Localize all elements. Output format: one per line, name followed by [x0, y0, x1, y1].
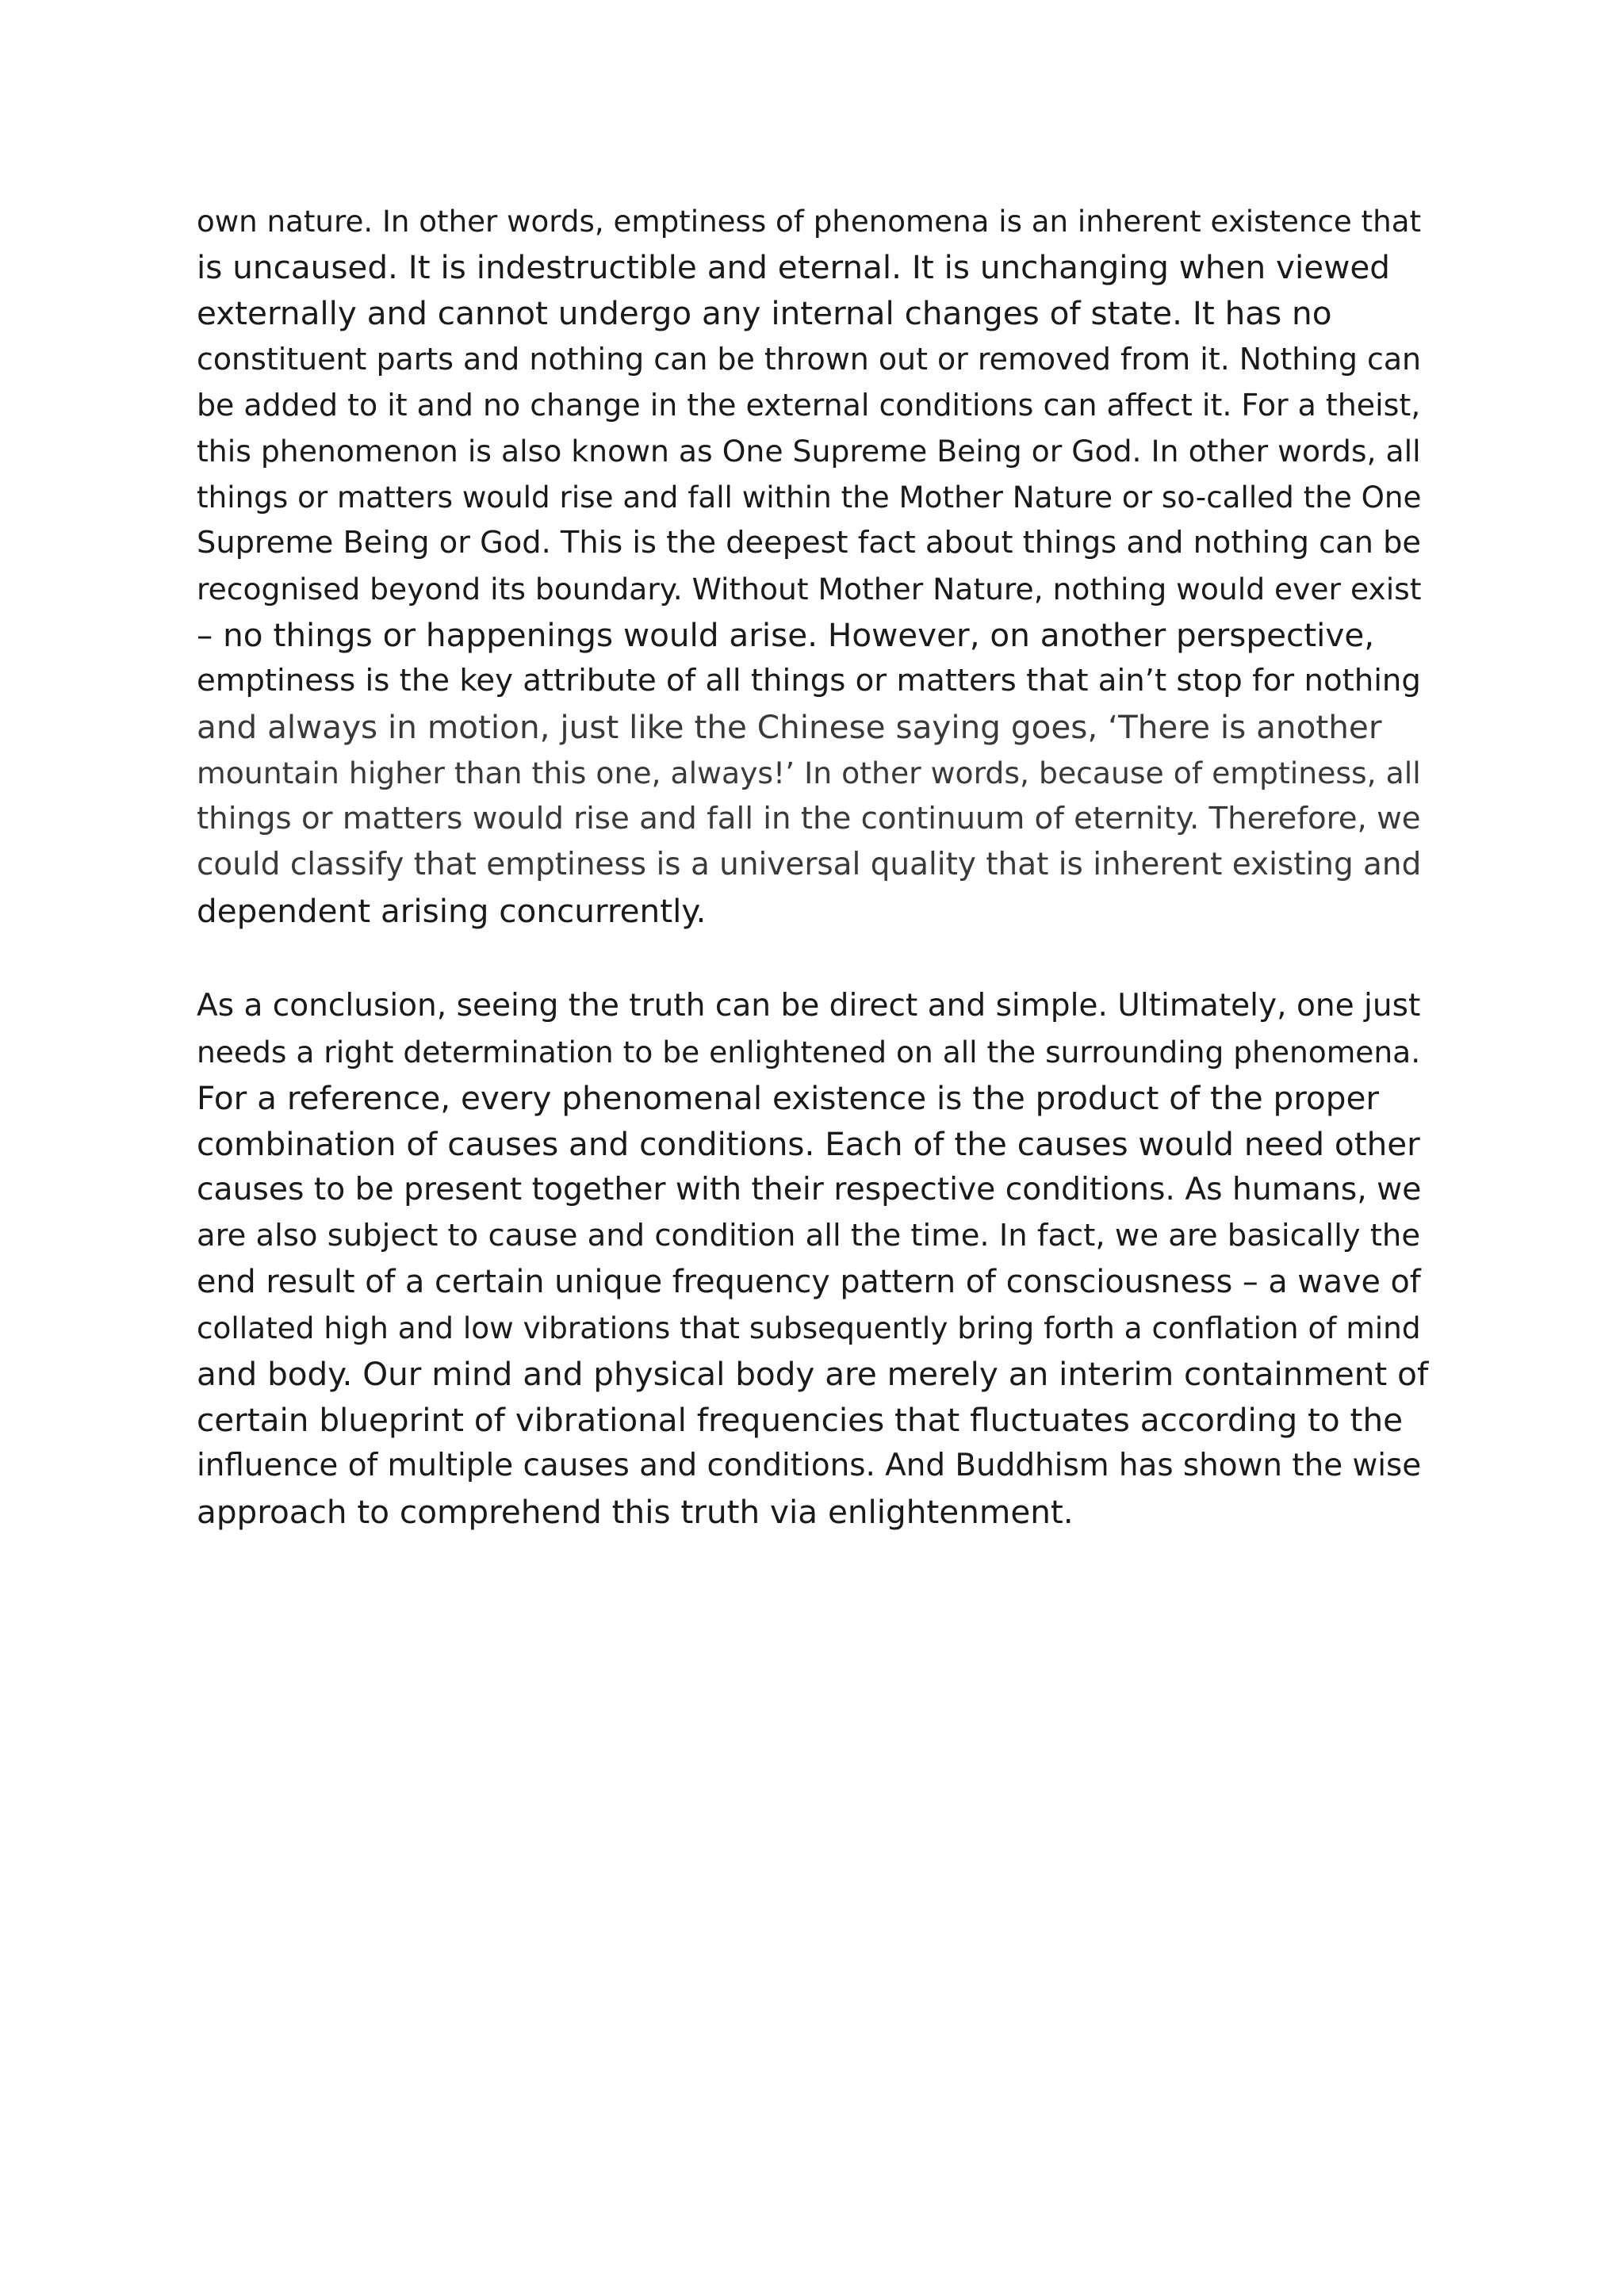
- text-line: recognised beyond its boundary. Without Mother Nature, nothing would ever exist: [197, 572, 1422, 607]
- text-line: approach to comprehend this truth via enlightenment.: [197, 1493, 1074, 1531]
- paragraph-conclusion: [197, 983, 1434, 1535]
- text-line: own nature. In other words, emptiness of phenomena is an inherent existence that: [197, 204, 1422, 239]
- text-line: constituent parts and nothing can be thrown out or removed from it. Nothing can: [197, 342, 1422, 377]
- text-line: As a conclusion, seeing the truth can be direct and simple. Ultimately, one just: [197, 988, 1421, 1024]
- text-line: things or matters would rise and fall within the Mother Nature or so-called the One: [197, 480, 1422, 515]
- text-line: be added to it and no change in the external conditions can affect it. For a theist,: [197, 388, 1421, 423]
- text-line: this phenomenon is also known as One Supreme Being or God. In other words, all: [197, 434, 1421, 469]
- text-line: could classify that emptiness is a universal quality that is inherent existing and: [197, 847, 1422, 882]
- text-line: emptiness is the key attribute of all things or matters that ain’t stop for nothing: [197, 663, 1421, 698]
- text-line: causes to be present together with their respective conditions. As humans, we: [197, 1172, 1422, 1207]
- text-line: certain blueprint of vibrational frequencies that fluctuates according to the: [197, 1401, 1404, 1439]
- text-line: and body. Our mind and physical body are merely an interim containment of: [197, 1355, 1429, 1393]
- text-line: collated high and low vibrations that subsequently bring forth a conflation of mind: [197, 1311, 1421, 1345]
- text-line: is uncaused. It is indestructible and eternal. It is unchanging when viewed: [197, 248, 1390, 286]
- text-line: needs a right determination to be enlightened on all the surrounding phenomena.: [197, 1035, 1421, 1070]
- text-line: are also subject to cause and condition all the time. In fact, we are basically the: [197, 1218, 1421, 1253]
- paragraph-emptiness: [197, 198, 1434, 934]
- text-line: externally and cannot undergo any internal changes of state. It has no: [197, 294, 1332, 332]
- text-line: mountain higher than this one, always!’ In other words, because of emptiness, all: [197, 756, 1421, 790]
- text-line: combination of causes and conditions. Each of the causes would need other: [197, 1125, 1420, 1163]
- text-line: end result of a certain unique frequency pattern of consciousness – a wave of: [197, 1264, 1421, 1300]
- text-line: and always in motion, just like the Chinese saying goes, ‘There is another: [197, 708, 1382, 746]
- text-line: – no things or happenings would arise. However, on another perspective,: [197, 616, 1375, 654]
- text-line: influence of multiple causes and conditions. And Buddhism has shown the wise: [197, 1448, 1422, 1483]
- text-line: things or matters would rise and fall in the continuum of eternity. Therefore, we: [197, 801, 1421, 836]
- text-line: For a reference, every phenomenal existence is the product of the proper: [197, 1079, 1380, 1117]
- text-line: Supreme Being or God. This is the deepest fact about things and nothing can be: [197, 525, 1421, 561]
- text-line: dependent arising concurrently.: [197, 892, 707, 930]
